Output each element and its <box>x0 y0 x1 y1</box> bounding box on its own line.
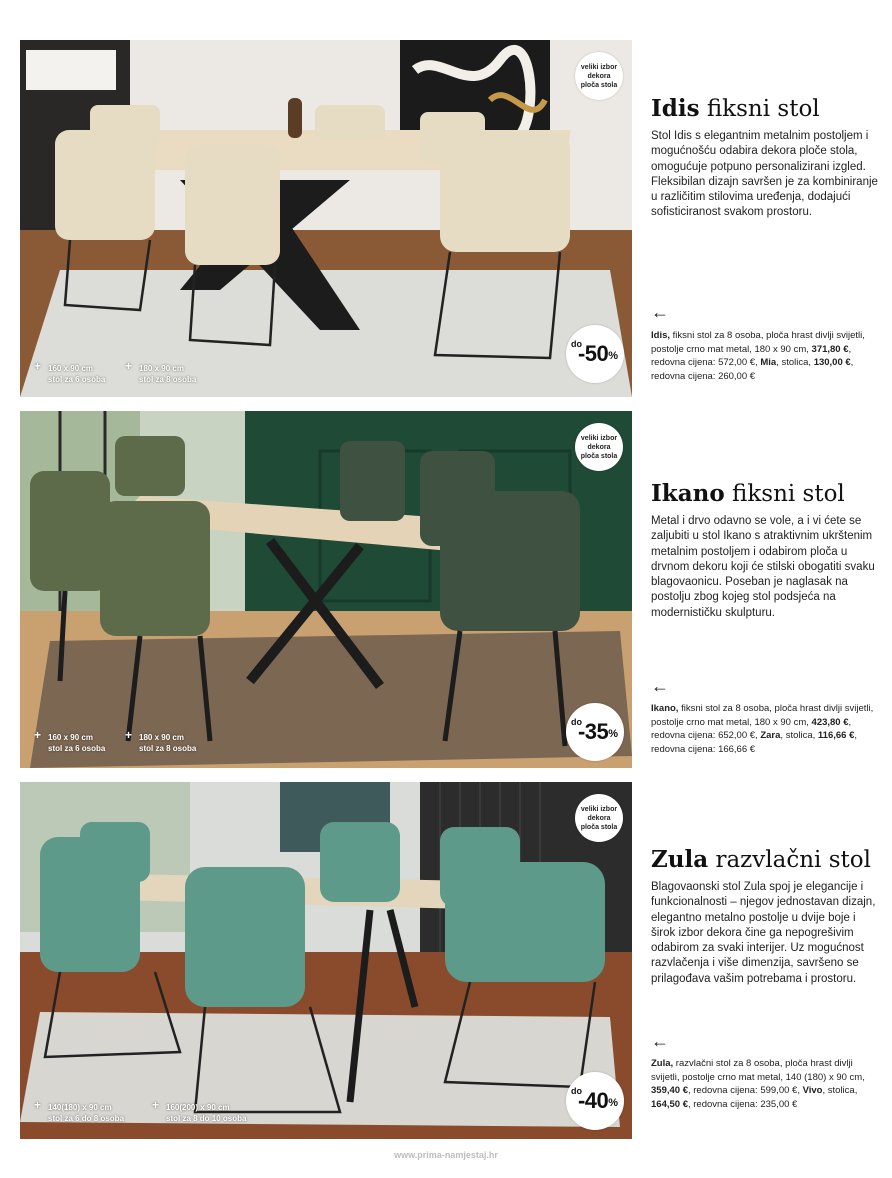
plus-icon: + <box>34 728 42 742</box>
decor-choice-badge: veliki izbor dekora ploča stola <box>575 52 623 100</box>
zula-scene-illustration <box>20 782 632 1139</box>
product-title: Zula razvlačni stol <box>651 846 871 873</box>
plus-icon: + <box>152 1098 160 1112</box>
plus-icon: + <box>34 359 42 373</box>
footer-website[interactable]: www.prima-namjestaj.hr <box>394 1150 498 1160</box>
size-option-2: + 160(200) x 90 cm stol za 8 do 10 osoba <box>152 1098 247 1123</box>
discount-badge: do -40 % <box>566 1072 624 1130</box>
plus-icon: + <box>34 1098 42 1112</box>
discount-badge: do -50 % <box>566 325 624 383</box>
product-info-ikano <box>651 480 883 621</box>
size-option-1: + 160 x 90 cm stol za 6 osoba <box>34 728 106 753</box>
product-photo-idis <box>20 40 632 397</box>
price-details: Zula, razvlačni stol za 8 osoba, ploča hrast divlji svijetli, postolje crno mat metal, 140 (180) x 90 cm, 359,40 €, redovna cijena: 599,00 €, Vivo, stolica, 164,50 €, redovna cijena: 235,00 € <box>651 1058 865 1110</box>
product-photo-zula <box>20 782 632 1139</box>
discount-badge: do -35 % <box>566 703 624 761</box>
product-description: Stol Idis s elegantnim metalnim postoljem i mogućnošću odabira dekora ploče stola, omogućuje potpuno personalizirani izgled. Fleksibilan dizajn savršen je za kombiniranje u različitim stilovima uređenja, dodajući sofisticiranost svakom prostoru. <box>651 130 878 219</box>
product-title: Idis fiksni stol <box>651 95 820 122</box>
decor-choice-badge: veliki izbor dekora ploča stola <box>575 794 623 842</box>
product-title: Ikano fiksni stol <box>651 480 845 507</box>
size-option-1: + 160 x 90 cm stol za 6 osoba <box>34 359 106 384</box>
product-photo-ikano <box>20 411 632 768</box>
product-description: Blagovaonski stol Zula spoj je elegancije i funkcionalnosti – njegov jednostavan dizajn, elegantno metalno postolje u dvije boje i širok izbor dekora čine ga nepogrešivim odabirom za svaki interijer. Uz mogućnost razvlačenja i više dimenzija, savršeno se prilagođava vašim potrebama i prostoru. <box>651 881 876 985</box>
product-info-zula <box>651 846 883 987</box>
plus-icon: + <box>125 728 133 742</box>
size-option-2: + 180 x 90 cm stol za 8 osoba <box>125 359 197 384</box>
size-option-1: + 140(180) x 90 cm stol za 6 do 8 osoba <box>34 1098 125 1123</box>
arrow-left-icon: ← <box>651 1031 669 1051</box>
product-info-idis <box>651 95 883 221</box>
decor-choice-badge: veliki izbor dekora ploča stola <box>575 423 623 471</box>
arrow-left-icon: ← <box>651 676 669 696</box>
idis-scene-illustration <box>20 40 632 397</box>
plus-icon: + <box>125 359 133 373</box>
price-details: Ikano, fiksni stol za 8 osoba, ploča hrast divlji svijetli, postolje crno mat metal, 180 x 90 cm, 423,80 €, redovna cijena: 652,00 €, Zara, stolica, 116,66 €, redovna cijena: 166,66 € <box>651 703 874 755</box>
size-option-2: + 180 x 90 cm stol za 8 osoba <box>125 728 197 753</box>
ikano-scene-illustration <box>20 411 632 768</box>
arrow-left-icon: ← <box>651 302 669 322</box>
product-description: Metal i drvo odavno se vole, a i vi ćete se zaljubiti u stol Ikano s atraktivnim ukrštenim metalnim postoljem i odabirom ploča u drvnom dekoru koji će stilski obogatiti svaku blagovaonicu. Poseban je naglasak na postolju zbog kojeg stol podsjeća na modernističku skulpturu. <box>651 515 875 619</box>
price-details: Idis, fiksni stol za 8 osoba, ploča hrast divlji svijetli, postolje crno mat metal, 180 x 90 cm, 371,80 €, redovna cijena: 572,00 €, Mia, stolica, 130,00 €, redovna cijena: 260,00 € <box>651 330 865 382</box>
